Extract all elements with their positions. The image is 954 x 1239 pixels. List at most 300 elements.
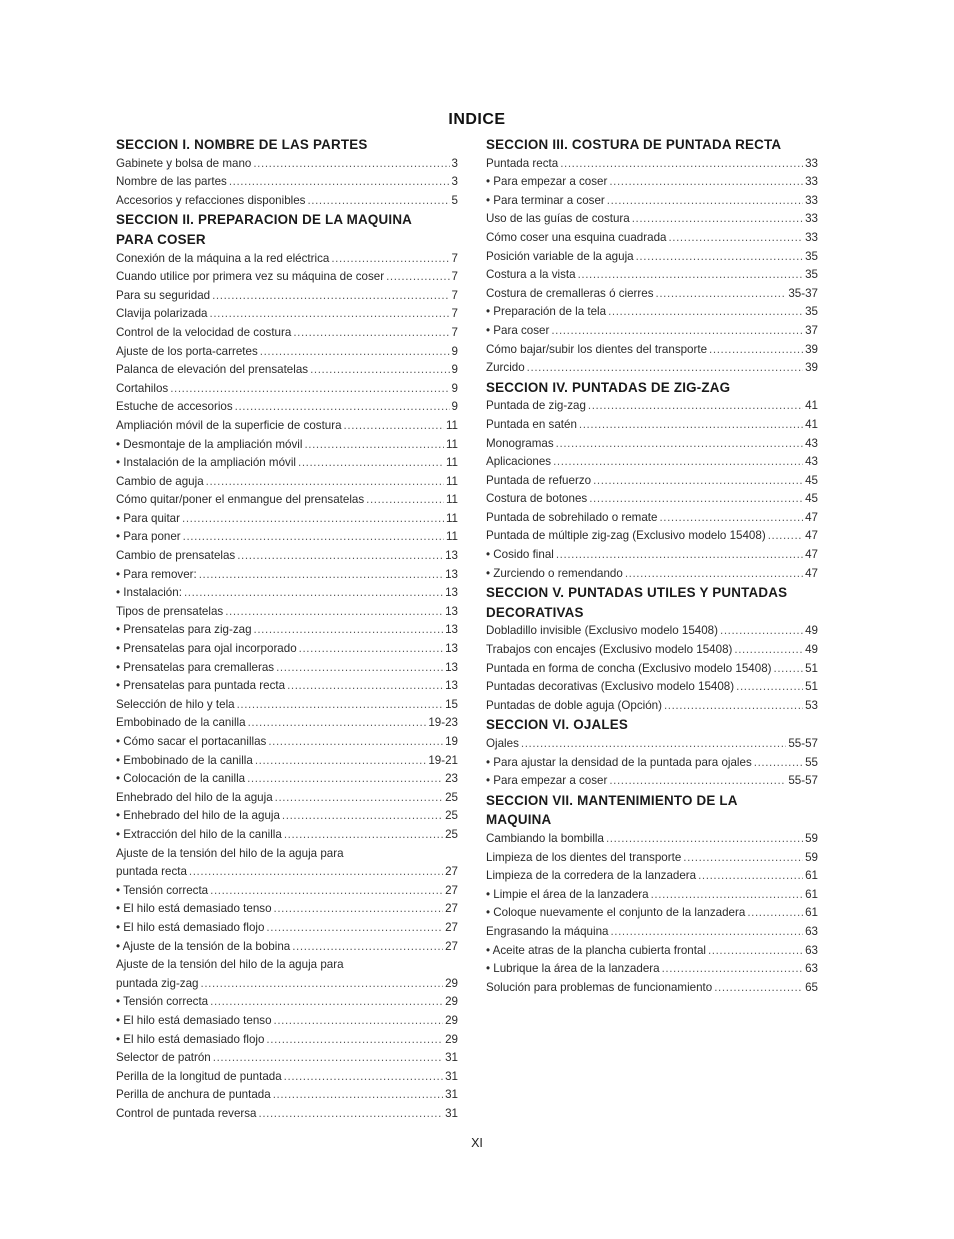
toc-entry-label: puntada recta xyxy=(116,865,187,879)
toc-entry xyxy=(116,380,458,399)
toc-entry-label: Cortahilos xyxy=(116,381,169,395)
toc-entry-page: 23 xyxy=(445,772,458,786)
toc-entry-label: Costura de botones xyxy=(486,492,588,506)
toc-entry-label: Para su seguridad xyxy=(116,288,211,302)
toc-entry-page: 33 xyxy=(805,230,818,244)
dot-leader xyxy=(273,1086,443,1105)
toc-entry xyxy=(116,1105,458,1124)
toc-entry xyxy=(116,250,458,269)
toc-entry xyxy=(486,960,818,979)
dot-leader xyxy=(588,397,803,416)
toc-entry-label: Puntada recta xyxy=(486,156,559,170)
toc-entry-page: 27 xyxy=(445,920,458,934)
dot-leader xyxy=(170,380,449,399)
toc-entry-label: • Aceite atras de la plancha cubierta frontal xyxy=(486,943,706,957)
toc-entry xyxy=(486,490,818,509)
toc-entry xyxy=(116,436,458,455)
dot-leader xyxy=(720,622,803,641)
dot-leader xyxy=(182,510,444,529)
dot-leader xyxy=(668,229,803,248)
toc-entry-page: 9 xyxy=(451,344,458,358)
toc-entry-label: Monogramas xyxy=(486,436,554,450)
toc-entry-page: 63 xyxy=(805,924,818,938)
toc-entry xyxy=(486,435,818,454)
section-heading: SECCION V. PUNTADAS UTILES Y PUNTADAS xyxy=(486,585,788,601)
toc-entry xyxy=(486,754,818,773)
dot-leader xyxy=(610,923,803,942)
toc-entry-label: • Para coser xyxy=(486,323,550,337)
dot-leader xyxy=(556,546,803,565)
toc-entry-page: 31 xyxy=(445,1106,458,1120)
toc-entry xyxy=(116,677,458,696)
toc-entry xyxy=(486,565,818,584)
toc-entry-label: • Instalación de la ampliación móvil xyxy=(116,456,296,470)
dot-leader xyxy=(698,867,803,886)
toc-entry xyxy=(116,155,458,174)
toc-entry-label: Limpieza de la corredera de la lanzadera xyxy=(486,869,697,883)
page-title: INDICE xyxy=(448,111,506,128)
toc-entry-label: • Instalación: xyxy=(116,586,182,600)
toc-entry-page: 11 xyxy=(445,511,458,525)
toc-entry-page: 59 xyxy=(805,850,818,864)
toc-entry-label: • Prensatelas para zig-zag xyxy=(116,623,252,637)
toc-entry-page: 11 xyxy=(445,530,458,544)
toc-entry-page: 7 xyxy=(451,325,458,339)
toc-entry xyxy=(116,770,458,789)
toc-entry-page: 3 xyxy=(451,156,458,170)
toc-entry-label: • Extracción del hilo de la canilla xyxy=(116,827,282,841)
dot-leader xyxy=(210,882,443,901)
section-heading: SECCION IV. PUNTADAS DE ZIG-ZAG xyxy=(486,379,731,395)
toc-entry-page: 7 xyxy=(451,270,458,284)
toc-entry-label: Cómo quitar/poner el enmangue del prensatelas xyxy=(116,493,365,507)
dot-leader xyxy=(589,490,803,509)
toc-entry-label: Aplicaciones xyxy=(486,455,552,469)
dot-leader xyxy=(560,155,803,174)
toc-entry-label: • Coloque nuevamente el conjunto de la lanzadera xyxy=(486,906,746,920)
toc-entry xyxy=(116,900,458,919)
toc-entry xyxy=(116,993,458,1012)
toc-entry-page: 51 xyxy=(805,661,818,675)
toc-entry-page: 13 xyxy=(445,679,458,693)
toc-entry-label: Cómo coser una esquina cuadrada xyxy=(486,230,667,244)
section-heading: SECCION I. NOMBRE DE LAS PARTES xyxy=(116,137,368,152)
toc-entry-page: 31 xyxy=(445,1069,458,1083)
toc-entry-label: Gabinete y bolsa de mano xyxy=(116,156,252,170)
toc-entry-page: 13 xyxy=(445,549,458,563)
dot-leader xyxy=(254,621,444,640)
toc-entry-label: • El hilo está demasiado flojo xyxy=(116,920,265,934)
toc-entry xyxy=(116,919,458,938)
toc-entry-label: Puntada en satén xyxy=(486,417,577,431)
dot-leader xyxy=(310,361,449,380)
toc-entry xyxy=(116,975,458,994)
toc-entry-page: 33 xyxy=(805,212,818,226)
dot-leader xyxy=(292,938,443,957)
toc-entry xyxy=(116,417,458,436)
toc-entry xyxy=(116,173,458,192)
toc-entry-label: • Tensión correcta xyxy=(116,883,209,897)
toc-entry xyxy=(486,509,818,528)
dot-leader xyxy=(736,678,803,697)
dot-leader xyxy=(210,993,443,1012)
toc-entry-page: 33 xyxy=(805,175,818,189)
toc-entry-page: 29 xyxy=(445,1032,458,1046)
toc-entry xyxy=(486,660,818,679)
toc-entry xyxy=(116,491,458,510)
toc-entry-page: 7 xyxy=(451,288,458,302)
toc-entry xyxy=(116,714,458,733)
toc-entry-page: 45 xyxy=(805,473,818,487)
toc-entry-label: Ampliación móvil de la superficie de costura xyxy=(116,418,342,432)
toc-entry-label: • Desmontaje de la ampliación móvil xyxy=(116,437,303,451)
dot-leader xyxy=(774,660,804,679)
toc-entry xyxy=(116,1086,458,1105)
toc-entry-label: • Colocación de la canilla xyxy=(116,772,246,786)
toc-entry xyxy=(486,472,818,491)
toc-entry-label: • El hilo está demasiado flojo xyxy=(116,1032,265,1046)
toc-entry xyxy=(116,696,458,715)
toc-entry-page: 27 xyxy=(445,865,458,879)
dot-leader xyxy=(213,1049,443,1068)
toc-entry-label: • Prensatelas para ojal incorporado xyxy=(116,642,297,656)
toc-entry-label: Enhebrado del hilo de la aguja xyxy=(116,790,273,804)
toc-entry-page: 31 xyxy=(445,1088,458,1102)
toc-entry-page: 55-57 xyxy=(788,774,818,788)
toc-left-column xyxy=(116,135,458,1123)
toc-entry-page: 61 xyxy=(805,906,818,920)
toc-entry xyxy=(486,173,818,192)
section-heading: PARA COSER xyxy=(116,231,206,247)
toc-entry-page: 47 xyxy=(805,548,818,562)
toc-entry-label: Clavija polarizada xyxy=(116,307,208,321)
toc-entry-page: 49 xyxy=(805,643,818,657)
toc-entry xyxy=(486,266,818,285)
toc-entry-label: • Para poner xyxy=(116,530,181,544)
dot-leader xyxy=(609,772,786,791)
toc-entry-label: • Zurciendo o remendando xyxy=(486,566,623,580)
dot-leader xyxy=(636,248,803,267)
dot-leader xyxy=(293,324,449,343)
toc-entry xyxy=(486,546,818,565)
dot-leader xyxy=(199,566,443,585)
toc-entry xyxy=(486,830,818,849)
dot-leader xyxy=(521,735,786,754)
section-heading: SECCION VI. OJALES xyxy=(486,717,628,733)
toc-entry xyxy=(116,343,458,362)
toc-entry-page: 27 xyxy=(445,939,458,953)
toc-entry xyxy=(486,678,818,697)
toc-entry-page: 33 xyxy=(805,156,818,170)
toc-entry-label: Control de la velocidad de costura xyxy=(116,325,292,339)
toc-entry xyxy=(116,659,458,678)
toc-entry-page: 61 xyxy=(805,869,818,883)
toc-entry-label: Costura a la vista xyxy=(486,268,576,282)
toc-entry-page: 13 xyxy=(445,604,458,618)
toc-entry-page: 13 xyxy=(445,642,458,656)
toc-entry-page: 11 xyxy=(445,437,458,451)
toc-entry xyxy=(486,341,818,360)
toc-entry xyxy=(116,398,458,417)
toc-entry-label: Conexión de la máquina a la red eléctrica xyxy=(116,251,330,265)
toc-entry xyxy=(486,303,818,322)
toc-entry-label: • El hilo está demasiado tenso xyxy=(116,902,272,916)
toc-entry xyxy=(486,210,818,229)
toc-entry xyxy=(116,733,458,752)
toc-entry-label: Control de puntada reversa xyxy=(116,1106,257,1120)
dot-leader xyxy=(659,509,803,528)
dot-leader xyxy=(206,473,444,492)
toc-entry xyxy=(116,584,458,603)
dot-leader xyxy=(284,826,443,845)
toc-entry xyxy=(116,603,458,622)
toc-entry xyxy=(486,867,818,886)
toc-entry xyxy=(116,324,458,343)
dot-leader xyxy=(259,1105,444,1124)
dot-leader xyxy=(212,287,449,306)
toc-entry-page: 37 xyxy=(805,323,818,337)
toc-entry-label: • Tensión correcta xyxy=(116,995,209,1009)
toc-entry xyxy=(116,305,458,324)
toc-entry xyxy=(116,938,458,957)
toc-entry-label: • Para empezar a coser xyxy=(486,175,608,189)
toc-entry xyxy=(486,192,818,211)
toc-entry-page: 35 xyxy=(805,249,818,263)
toc-entry-page: 49 xyxy=(805,624,818,638)
toc-entry-page: 43 xyxy=(805,455,818,469)
toc-entry-label: Perilla de la longitud de puntada xyxy=(116,1069,282,1083)
toc-entry-label: Zurcido xyxy=(486,361,525,375)
toc-entry-label: • Para remover: xyxy=(116,567,197,581)
toc-entry-label: Ojales xyxy=(486,737,519,750)
toc-entry xyxy=(486,285,818,304)
dot-leader xyxy=(608,303,803,322)
dot-leader xyxy=(287,677,443,696)
dot-leader xyxy=(593,472,803,491)
toc-entry xyxy=(486,979,818,998)
toc-entry-label: Puntada de zig-zag xyxy=(486,399,586,413)
toc-entry-label: Dobladillo invisible (Exclusivo modelo 15408) xyxy=(486,624,718,638)
dot-leader xyxy=(344,417,444,436)
toc-entry-page: 35 xyxy=(805,268,818,282)
toc-entry-page: 3 xyxy=(451,175,458,189)
toc-entry xyxy=(116,1031,458,1050)
toc-entry-page: 55 xyxy=(805,755,818,769)
toc-entry-label: puntada zig-zag xyxy=(116,976,199,990)
toc-entry-page: 11 xyxy=(445,493,458,507)
toc-entry-label: • Para ajustar la densidad de la puntada para ojales xyxy=(486,755,752,769)
dot-leader xyxy=(235,398,450,417)
toc-entry-page: 35 xyxy=(805,305,818,319)
toc-entry-label: • Para quitar xyxy=(116,511,180,525)
dot-leader xyxy=(237,547,443,566)
dot-leader xyxy=(183,528,444,547)
toc-entry-label: Selector de patrón xyxy=(116,1051,211,1065)
dot-leader xyxy=(625,565,803,584)
toc-entry-page: 51 xyxy=(805,680,818,694)
toc-entry-page: 29 xyxy=(445,976,458,990)
toc-entry-page: 31 xyxy=(445,1051,458,1065)
toc-entry xyxy=(486,904,818,923)
toc-entry-page: 39 xyxy=(805,361,818,375)
toc-entry xyxy=(486,697,818,716)
toc-entry-label: Solución para problemas de funcionamiento xyxy=(486,980,713,994)
section-heading: SECCION II. PREPARACION DE LA MAQUINA xyxy=(116,212,413,228)
toc-entry-label: • Ajuste de la tensión de la bobina xyxy=(116,939,291,953)
dot-leader xyxy=(656,285,787,304)
toc-entry xyxy=(116,640,458,659)
toc-entry-page: 25 xyxy=(445,809,458,823)
toc-entry-label: • Prensatelas para cremalleras xyxy=(116,660,275,674)
toc-entry-page: 61 xyxy=(805,887,818,901)
toc-entry-page: 13 xyxy=(445,660,458,674)
toc-entry-page: 41 xyxy=(805,399,818,413)
toc-entry-label: Puntadas decorativas (Exclusivo modelo 15408) xyxy=(486,680,735,694)
toc-entry-page: 47 xyxy=(805,529,818,543)
dot-leader xyxy=(282,807,443,826)
toc-entry xyxy=(116,621,458,640)
dot-leader xyxy=(260,343,450,362)
toc-entry-label: Posición variable de la aguja xyxy=(486,249,634,263)
toc-entry-label: Uso de las guías de costura xyxy=(486,212,630,226)
toc-entry-label: Estuche de accesorios xyxy=(116,400,233,414)
toc-entry-page: 45 xyxy=(805,492,818,506)
toc-entry-label: Tipos de prensatelas xyxy=(116,604,224,618)
toc-entry-page: 11 xyxy=(445,474,458,488)
dot-leader xyxy=(298,454,444,473)
toc-entry-label: Cambiando la bombilla xyxy=(486,831,604,845)
dot-leader xyxy=(266,1031,443,1050)
toc-entry-label: Cambio de prensatelas xyxy=(116,549,236,563)
dot-leader xyxy=(248,714,427,733)
dot-leader xyxy=(189,863,443,882)
toc-entry-label: • Enhebrado del hilo de la aguja xyxy=(116,809,280,823)
toc-entry-label: • Cómo sacar el portacanillas xyxy=(116,735,267,748)
toc-entry-page: 13 xyxy=(445,567,458,581)
toc-entry xyxy=(116,1012,458,1031)
toc-entry xyxy=(116,528,458,547)
toc-entry xyxy=(486,229,818,248)
toc-entry-label: • Cosido final xyxy=(486,548,554,562)
toc-entry-page: 11 xyxy=(445,418,458,432)
dot-leader xyxy=(714,979,803,998)
toc-entry-label: Cambio de aguja xyxy=(116,474,204,488)
dot-leader xyxy=(284,1068,443,1087)
toc-entry-page: 13 xyxy=(445,586,458,600)
toc-entry xyxy=(486,923,818,942)
dot-leader xyxy=(253,155,449,174)
toc-entry xyxy=(486,942,818,961)
dot-leader xyxy=(556,435,803,454)
dot-leader xyxy=(268,733,443,752)
dot-leader xyxy=(632,210,803,229)
dot-leader xyxy=(304,436,444,455)
toc-entry xyxy=(116,268,458,287)
page-number: XI xyxy=(471,1136,483,1150)
toc-entry-page: 25 xyxy=(445,790,458,804)
toc-entry-label: • Lubrique la área de la lanzadera xyxy=(486,962,660,976)
section-heading: SECCION III. COSTURA DE PUNTADA RECTA xyxy=(486,137,782,152)
toc-entry-label: • Para empezar a coser xyxy=(486,774,608,788)
toc-entry xyxy=(116,361,458,380)
toc-entry-label: Nombre de las partes xyxy=(116,175,227,189)
toc-entry-page: 27 xyxy=(445,902,458,916)
toc-entry-label: • El hilo está demasiado tenso xyxy=(116,1013,272,1027)
toc-entry-page: 7 xyxy=(451,307,458,321)
section-heading: SECCION VII. MANTENIMIENTO DE LA xyxy=(486,792,738,808)
toc-entry-page: 59 xyxy=(805,831,818,845)
toc-entry-label: Puntada de refuerzo xyxy=(486,473,592,487)
toc-entry-label: Perilla de anchura de puntada xyxy=(116,1088,271,1102)
toc-entry xyxy=(486,622,818,641)
toc-entry-page: 35-37 xyxy=(788,286,818,300)
toc-entry-page: 43 xyxy=(805,436,818,450)
toc-entry-page: 29 xyxy=(445,995,458,1009)
dot-leader xyxy=(709,341,803,360)
toc-entry-label: Puntada de múltiple zig-zag (Exclusivo modelo 15408) xyxy=(486,529,766,543)
toc-entry-page: 33 xyxy=(805,193,818,207)
toc-entry-label: Puntada de sobrehilado o remate xyxy=(486,510,658,524)
toc-entry xyxy=(116,882,458,901)
toc-entry xyxy=(116,547,458,566)
dot-leader xyxy=(184,584,443,603)
toc-entry-page: 29 xyxy=(445,1013,458,1027)
dot-leader xyxy=(307,192,449,211)
toc-entry xyxy=(486,735,818,754)
toc-entry xyxy=(116,826,458,845)
toc-entry-label: • Prensatelas para puntada recta xyxy=(116,679,286,693)
section-heading: MAQUINA xyxy=(486,812,552,828)
dot-leader xyxy=(747,904,803,923)
dot-leader xyxy=(551,322,803,341)
toc-entry-page: 13 xyxy=(445,623,458,637)
dot-leader xyxy=(527,359,803,378)
toc-entry-label: Embobinado de la canilla xyxy=(116,716,246,730)
toc-entry-page: 25 xyxy=(445,827,458,841)
dot-leader xyxy=(651,886,803,905)
dot-leader xyxy=(225,603,443,622)
toc-entry-page: 65 xyxy=(805,980,818,994)
dot-leader xyxy=(754,754,803,773)
dot-leader xyxy=(607,192,803,211)
toc-entry-label: Limpieza de los dientes del transporte xyxy=(486,850,682,864)
dot-leader xyxy=(274,900,444,919)
dot-leader xyxy=(579,416,803,435)
toc-entry-page: 47 xyxy=(805,566,818,580)
dot-leader xyxy=(366,491,444,510)
toc-entry-page: 63 xyxy=(805,962,818,976)
dot-leader xyxy=(734,641,803,660)
dot-leader xyxy=(274,1012,444,1031)
toc-entry xyxy=(116,789,458,808)
toc-entry-label: Ajuste de la tensión del hilo de la aguja para xyxy=(116,958,344,972)
toc-entry xyxy=(486,155,818,174)
toc-entry-page: 9 xyxy=(451,381,458,395)
toc-entry-page: 11 xyxy=(445,456,458,470)
toc-entry xyxy=(486,322,818,341)
toc-entry xyxy=(116,807,458,826)
toc-entry xyxy=(116,752,458,771)
dot-leader xyxy=(266,919,443,938)
toc-entry xyxy=(486,527,818,546)
toc-entry xyxy=(486,248,818,267)
toc-entry-page: 47 xyxy=(805,510,818,524)
toc-entry-page: 39 xyxy=(805,342,818,356)
dot-leader xyxy=(662,960,804,979)
dot-leader xyxy=(276,659,443,678)
toc-entry-page: 63 xyxy=(805,943,818,957)
toc-entry xyxy=(486,772,818,791)
